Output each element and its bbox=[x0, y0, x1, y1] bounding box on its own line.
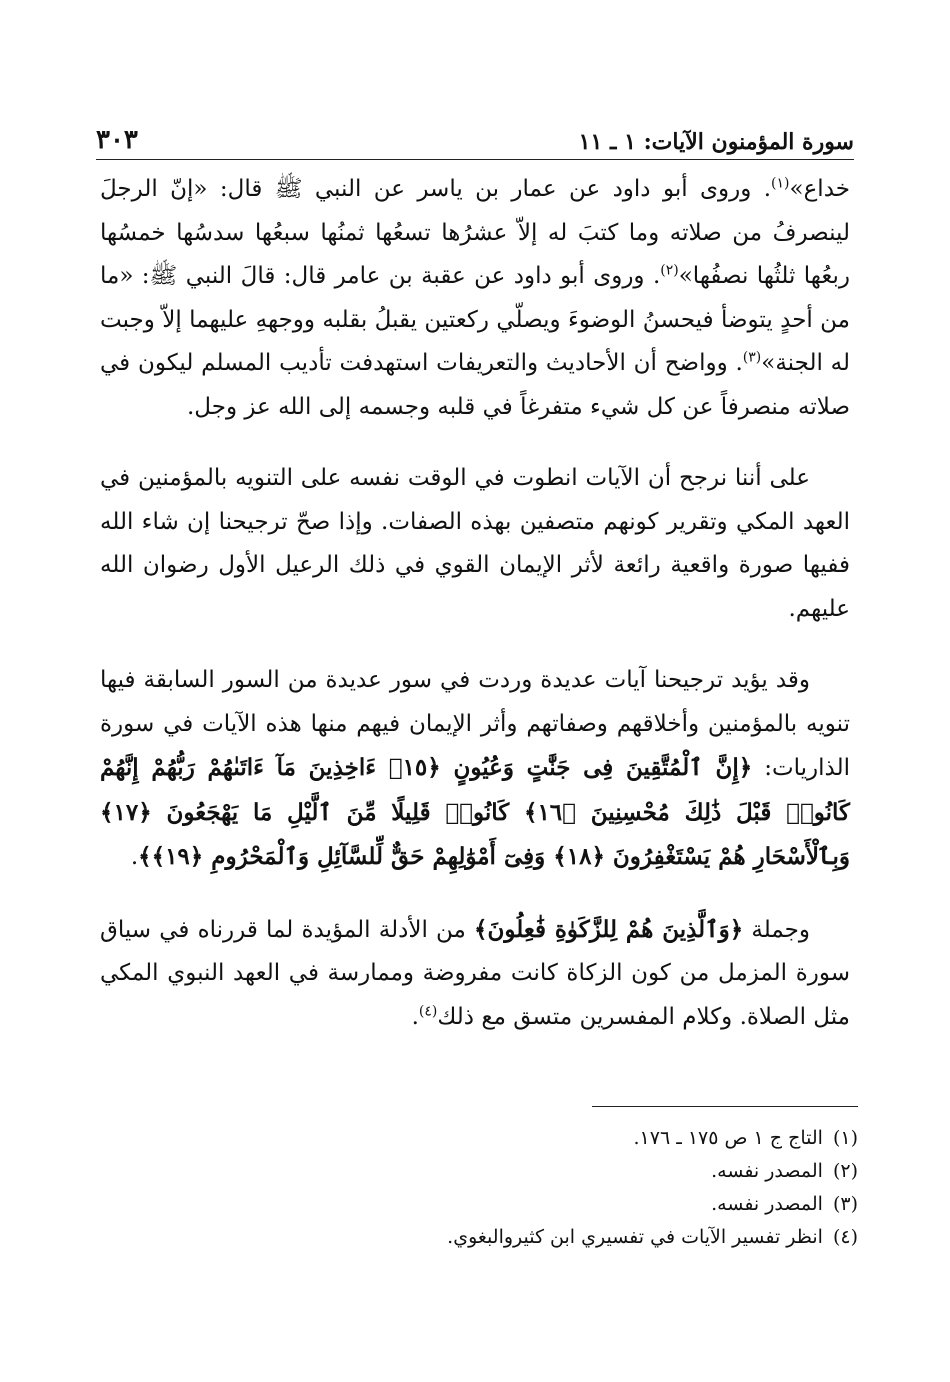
footnotes bbox=[100, 1122, 858, 1254]
paragraph bbox=[100, 168, 850, 429]
footnote-text: التاج ج ١ ص ١٧٥ ـ ١٧٦. bbox=[633, 1127, 823, 1149]
running-header bbox=[96, 120, 854, 160]
footnote-number: (١) bbox=[832, 1127, 858, 1149]
footnote-text: انظر تفسير الآيات في تفسيري ابن كثيروالبغوي. bbox=[447, 1226, 823, 1248]
footnote bbox=[100, 1188, 858, 1221]
body-text bbox=[100, 168, 850, 1039]
running-header-title: سورة المؤمنون الآيات: ١ ـ ١١ bbox=[578, 129, 854, 155]
footnote-number: (٢) bbox=[832, 1160, 858, 1182]
text-run: . bbox=[411, 1003, 419, 1030]
page-number: ٣٠٣ bbox=[96, 125, 138, 155]
text-run: . وروى أبو داود عن عمار بن ياسر عن النبي ﷺ قال: «إنّ الرجلَ لينصرفُ من صلاته وما كتبَ له إلاّ عشرُها تسعُها ثمنُها سبعُها سدسُها خمسُها ربعُها ثلثُها نصفُها» bbox=[100, 176, 850, 289]
footnote-text: المصدر نفسه. bbox=[711, 1160, 823, 1182]
text-run: من الأدلة المؤيدة لما قررناه في سياق سورة المزمل من كون الزكاة كانت مفروضة وممارسة في العهد النبوي المكي مثل الصلاة. وكلام المفسرين متسق مع ذلك bbox=[100, 916, 850, 1030]
text-run: . bbox=[130, 844, 139, 870]
text-run: وجملة bbox=[743, 916, 810, 943]
footnote-number: (٤) bbox=[832, 1226, 858, 1248]
text-run: . وروى أبو داود عن عقبة بن عامر قال: قالَ النبي ﷺ: «ما من أحدٍ يتوضأ فيحسنُ الوضوءَ ويصلّي ركعتين يقبلُ بقلبه ووجههِ عليهما إلاّ وجبت له الجنة» bbox=[100, 263, 850, 376]
footnote-reference: (٢) bbox=[660, 262, 679, 279]
text-run: وقد يؤيد ترجيحنا آيات عديدة وردت في سور عديدة من السور السابقة فيها تنويه بالمؤمنين وأخلاقهم وصفاتهم وأثر الإيمان فيهم منها هذه الآيات في سورة الذاريات: bbox=[100, 667, 850, 781]
footnote-reference: (١) bbox=[771, 175, 790, 192]
paragraph bbox=[100, 659, 850, 880]
text-run: . وواضح أن الأحاديث والتعريفات استهدفت تأديب المسلم ليكون في صلاته منصرفاً عن كل شيء متفرغاً في قلبه وجسمه إلى الله عز وجل. bbox=[100, 350, 850, 420]
footnote-text: المصدر نفسه. bbox=[711, 1193, 823, 1215]
paragraph bbox=[100, 908, 850, 1040]
quran-verse: ﴿إِنَّ ٱلْمُتَّقِينَ فِى جَنَّٰتٍ وَعُيُونٍ ﴿١٥﴾ ءَاخِذِينَ مَآ ءَاتَىٰهُمْ رَبُّهُمْ إِنَّهُمْ كَانُوا۟ قَبْلَ ذَٰلِكَ مُحْسِنِينَ ﴿١٦﴾ كَانُوا۟ قَلِيلًا مِّنَ ٱلَّيْلِ مَا يَهْجَعُونَ ﴿١٧﴾ وَبِٱلْأَسْحَارِ هُمْ يَسْتَغْفِرُونَ ﴿١٨﴾ وَفِىٓ أَمْوَٰلِهِمْ حَقٌّ لِّلسَّآئِلِ وَٱلْمَحْرُومِ ﴿١٩﴾﴾ bbox=[100, 754, 850, 870]
text-run: خداع» bbox=[789, 176, 850, 202]
footnote-number: (٣) bbox=[832, 1193, 858, 1215]
footnote bbox=[100, 1221, 858, 1254]
quran-verse: ﴿وَٱلَّذِينَ هُمْ لِلزَّكَوٰةِ فَٰعِلُونَ﴾ bbox=[474, 915, 744, 943]
footnote-reference: (٤) bbox=[418, 1002, 438, 1019]
footnote-divider bbox=[592, 1106, 858, 1107]
footnote bbox=[100, 1155, 858, 1188]
footnote-reference: (٣) bbox=[742, 349, 762, 366]
text-run: على أننا نرجح أن الآيات انطوت في الوقت نفسه على التنويه بالمؤمنين في العهد المكي وتقرير كونهم متصفين بهذه الصفات. وإذا صحّ ترجيحنا إن شاء الله ففيها صورة واقعية رائعة لأثر الإيمان القوي في ذلك الرعيل الأول رضوان الله عليهم. bbox=[100, 465, 850, 622]
footnote bbox=[100, 1122, 858, 1155]
paragraph bbox=[100, 457, 850, 631]
